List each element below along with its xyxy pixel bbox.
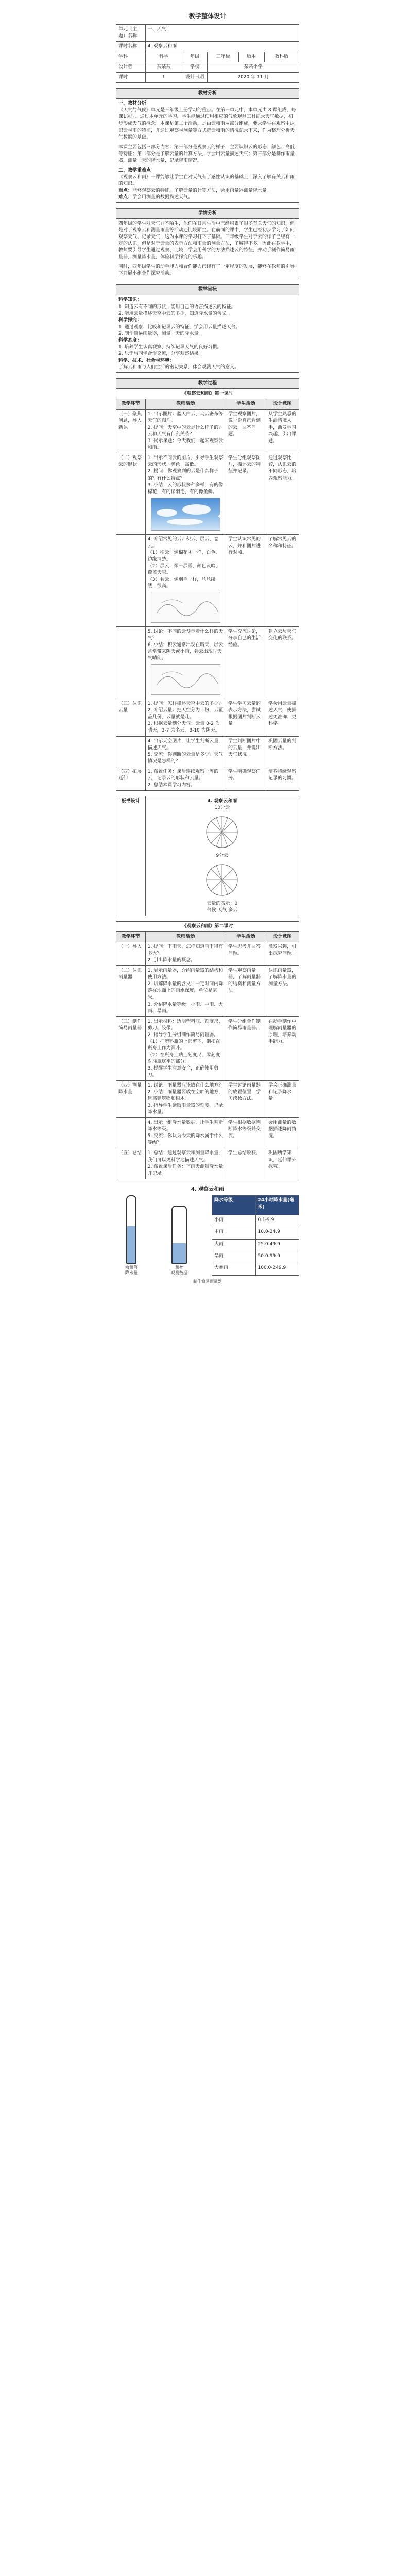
student-section bbox=[116, 208, 299, 279]
board1-title: 4. 观察云和雨 bbox=[207, 798, 237, 804]
version-label: 版本 bbox=[238, 52, 264, 62]
subject-label: 学科 bbox=[116, 52, 146, 62]
lesson2-intent: 会用测量的数据描述降雨情况。 bbox=[266, 1118, 299, 1148]
board1-label: 板书设计 bbox=[116, 796, 146, 916]
lesson2-student: 学生思考并回答问题。 bbox=[226, 942, 266, 966]
lesson1-teacher: 4. 介绍常见的云：积云、层云、卷云。 （1）积云：像棉花团一样，白色，边缘清楚。 （2）层云：像一层雾，颜色灰暗，覆盖天空。 （3）卷云：像羽毛一样，丝丝缕缕，很高。 bbox=[145, 534, 226, 626]
lesson1-teacher: 1. 布置任务：课后连续观察一周的云，记录云的形状和云量。 2. 总结本课学习内容。 bbox=[145, 767, 226, 790]
lesson1-teacher: 1. 提问：怎样描述天空中云的多少？ 2. 介绍云量：把天空分为十份，云覆盖几份，云量就是几。 3. 根据云量划分天气：云量 0-2 为晴天，3-7 为多云，8-10 为阴天。 bbox=[145, 699, 226, 736]
lesson-label: 课时名称 bbox=[116, 42, 146, 52]
col-intent-2: 设计意图 bbox=[266, 932, 299, 942]
rain-level-table bbox=[212, 1195, 299, 1276]
lesson2-teacher: 1. 讨论：雨量器应该放在什么地方？ 2. 小结：雨量器要放在空旷的地方，远离建筑物和树木。 3. 指导学生读取雨量器的刻度，记录降水量。 bbox=[145, 1081, 226, 1118]
lesson1-teacher: 1. 出示不同云的图片，引导学生观察云的形状、颜色、高低。 2. 提问：你观察到的云是什么样子的？有什么特点？ 3. 小结：云的形状多种多样，有的像棉花，有的像羽毛，有的像鱼鳞。 bbox=[145, 453, 226, 534]
lesson1-intent: 通过观察比较，认识云的不同形态，培养观察能力。 bbox=[266, 453, 299, 534]
level-range: 100.0-249.9 bbox=[255, 1263, 299, 1275]
lesson2-stage: （一）导入 bbox=[116, 942, 146, 966]
level-range: 10.0-24.9 bbox=[255, 1227, 299, 1239]
process-section bbox=[116, 378, 299, 791]
document-page bbox=[116, 0, 299, 1284]
goal-attitude: 1. 培养学生认真观察、持续记录天气的良好习惯。 2. 乐于与同伴合作交流，分享观察结果。 bbox=[118, 344, 222, 357]
lesson2-intent: 激发兴趣，引出探究问题。 bbox=[266, 942, 299, 966]
lesson2-student: 学生分组合作制作简易雨量器。 bbox=[226, 1016, 266, 1080]
goals-section bbox=[116, 284, 299, 373]
textbook-p2: 本课主要包括三部分内容：第一部分是观察云的样子，主要认识云的形态、颜色、高低等特征；第二部分是了解云量的计算方法，学会用云量描述天气；第三部分是制作雨量器，测量一天的降水量，记录降雨情况。 bbox=[118, 144, 295, 163]
lesson2-stage: （三）制作简易雨量器 bbox=[116, 1016, 146, 1080]
grade-value: 三年级 bbox=[208, 52, 238, 62]
lesson2-stage: （四）测量降水量 bbox=[116, 1081, 146, 1118]
student-heading: 学情分析 bbox=[116, 208, 299, 218]
school-label: 学校 bbox=[182, 62, 208, 73]
lesson1-student: 学生交流讨论，分享自己的生活经验。 bbox=[226, 627, 266, 699]
lesson2-student: 学生总结收获。 bbox=[226, 1148, 266, 1179]
lesson1-student: 学生明确观察任务。 bbox=[226, 767, 266, 790]
period-value: 1 bbox=[145, 73, 182, 83]
lesson2-row bbox=[116, 1081, 299, 1118]
board2-title: 4. 观察云和雨 bbox=[191, 1186, 225, 1192]
level-range: 25.0-49.9 bbox=[255, 1239, 299, 1251]
level-name: 大暴雨 bbox=[212, 1263, 256, 1275]
lesson1-intent: 学会用云量描述天气，使描述更准确、更科学。 bbox=[266, 699, 299, 736]
textbook-heading: 教材分析 bbox=[116, 89, 299, 99]
period-label: 课时 bbox=[116, 73, 146, 83]
lesson1-student: 学生学习云量的表示方法，尝试根据图片判断云量。 bbox=[226, 699, 266, 736]
level-header-1: 24小时降水量(毫米) bbox=[255, 1195, 299, 1215]
board2-footer: 制作简易雨量器 bbox=[193, 1279, 222, 1284]
lesson1-stage: （四）拓展延伸 bbox=[116, 767, 146, 790]
lesson1-intent: 建立云与天气变化的联系。 bbox=[266, 627, 299, 699]
lesson2-intent: 认识雨量器，了解降水量的测量方法。 bbox=[266, 966, 299, 1016]
date-value: 2020 年 11 月 bbox=[208, 73, 299, 83]
board1-line2: 气候 天气 多云 bbox=[207, 908, 238, 913]
designer-label: 设计者 bbox=[116, 62, 146, 73]
rain-gauge-b-caption: 观测数据 bbox=[171, 1270, 187, 1275]
lesson1-student: 学生认识常见的云，并和图片进行对照。 bbox=[226, 534, 266, 626]
subject-value: 科学 bbox=[145, 52, 182, 62]
goal-inquiry-label: 科学探究： bbox=[118, 317, 142, 323]
lesson2-row bbox=[116, 1016, 299, 1080]
col-teacher: 教师活动 bbox=[145, 399, 226, 410]
level-row bbox=[212, 1227, 299, 1239]
cloud-sketch bbox=[151, 592, 220, 623]
lesson2-row bbox=[116, 966, 299, 1016]
student-p1: 四年级的学生对天气并不陌生，他们在日常生活中已经积累了很多有关天气的知识，但是对于观察云和测量雨量等活动还比较陌生。在前面的课中，学生已经初步学习了如何观察天气、记录天气，这为本课的学习打下了基础。三年级学生对于云的样子已经有一定的认识，但是对于云量的表示方法和雨量的测量方法，了解得不多。因此在教学中，教师要引导学生通过观察、比较，学会用科学的方法描述云的特征，并动手制作简易雨量器，测量降水量，体验科学探究的乐趣。 bbox=[118, 221, 295, 260]
lesson1-teacher: 1. 出示图片：蓝天白云、乌云密布等天气的图片。 2. 提问：天空中的云是什么样子的？云和天气有什么关系？ 3. 揭示课题：今天我们一起来观察云和雨。 bbox=[145, 410, 226, 453]
lesson2-student: 学生根据数据判断降水等级并交流。 bbox=[226, 1118, 266, 1148]
lesson1-intent: 从学生熟悉的生活情境入手，激发学习兴趣，引出课题。 bbox=[266, 410, 299, 453]
level-row bbox=[212, 1251, 299, 1263]
lesson2-student: 学生观察雨量器，了解雨量器的结构和测量方法。 bbox=[226, 966, 266, 1016]
lesson1-student: 学生判断图片中的云量，并说出天气状况。 bbox=[226, 736, 266, 767]
process2-section bbox=[116, 921, 299, 1179]
lesson1-intent: 了解常见云的名称和特征。 bbox=[266, 534, 299, 626]
col-teacher-2: 教师活动 bbox=[145, 932, 226, 942]
rain-gauge-a-label: 雨量筒 bbox=[125, 1264, 138, 1269]
lesson1-teacher: 5. 讨论：不同的云预示着什么样的天气？ 6. 小结：积云通常出现在晴天，层云常常带来阴天或小雨，卷云出现时天气晴朗。 bbox=[145, 627, 226, 699]
cloud-diagram-a bbox=[183, 805, 261, 853]
lesson2-stage: （五）总结 bbox=[116, 1148, 146, 1179]
lesson1-stage bbox=[116, 627, 146, 699]
goal-knowledge-label: 科学知识： bbox=[118, 297, 142, 303]
lesson1-row bbox=[116, 453, 299, 534]
sky-cloud-photo bbox=[151, 498, 220, 531]
lesson1-row bbox=[116, 627, 299, 699]
textbook-p3: 《观察云和雨》一课能够让学生在对天气有了感性认识的基础上，深入了解有关云和雨的知识。 bbox=[118, 174, 295, 187]
lesson2-stage bbox=[116, 1118, 146, 1148]
rain-gauge-b-label: 量杯 bbox=[175, 1264, 183, 1269]
rain-gauge-b bbox=[164, 1195, 195, 1276]
level-row bbox=[212, 1239, 299, 1251]
goals-heading: 教学目标 bbox=[116, 285, 299, 295]
student-p2: 同时，四年级学生的动手能力和合作能力已经有了一定程度的发展，能够在教师的引导下开展小组合作探究活动。 bbox=[118, 264, 295, 277]
textbook-p1-label: 一、教材分析 bbox=[118, 101, 147, 107]
info-table bbox=[116, 24, 299, 83]
lesson1-heading: 《观察云和雨》第一课时 bbox=[116, 389, 299, 399]
goal-knowledge: 1. 知道云有不同的形状，能用自己的语言描述云的特征。 2. 能用云量描述天空中云的多少，知道降水量的含义。 bbox=[118, 304, 236, 316]
lesson2-intent: 在动手制作中理解雨量器的原理，培养动手能力。 bbox=[266, 1016, 299, 1080]
cloud-diagram-b-label: 9分云 bbox=[216, 853, 229, 858]
level-name: 大雨 bbox=[212, 1239, 256, 1251]
lesson2-intent: 学会正确测量和记录降水量。 bbox=[266, 1081, 299, 1118]
lesson2-intent: 巩固所学知识，延伸课外探究。 bbox=[266, 1148, 299, 1179]
lesson1-stage: （三）认识云量 bbox=[116, 699, 146, 736]
textbook-p1: 《天气与气候》单元是三年级上册学习的重点。在第一单元中，本单元由 8 课组成，每课1课时。通过本单元的学习，学生能通过使用相应的气象观测工具记录天气数据，初步形成天气的概念。本课是第二个活动，是由云和雨两部分组成，要求学生在观察中认识云与雨的特征，并通过观察与测量等方式把云和雨的情况记录下来，作为整理分析天气数据的基础。 bbox=[118, 108, 296, 140]
lesson2-student: 学生讨论雨量器的放置位置，学习读数方法。 bbox=[226, 1081, 266, 1118]
lesson2-teacher: 4. 出示一组降水量数据，让学生判断降水等级。 5. 交流：你认为今天的降水属于什么等级？ bbox=[145, 1118, 226, 1148]
lesson2-row bbox=[116, 1148, 299, 1179]
difficulty: 学会用测量的数据描述天气。 bbox=[132, 194, 193, 200]
lesson1-student: 学生分组观察图片，描述云的特征并记录。 bbox=[226, 453, 266, 534]
rain-gauge-a bbox=[116, 1195, 147, 1276]
lesson1-teacher: 4. 出示天空图片，让学生判断云量，描述天气。 5. 交流：你判断的云量是多少？天气情况是怎样的？ bbox=[145, 736, 226, 767]
lesson2-row bbox=[116, 1118, 299, 1148]
process-heading: 教学过程 bbox=[116, 378, 299, 388]
document-title: 教学整体设计 bbox=[188, 12, 226, 20]
goal-stse-label: 科学、技术、社会与环境： bbox=[118, 358, 175, 363]
level-row bbox=[212, 1263, 299, 1275]
lesson1-row bbox=[116, 410, 299, 453]
cloud-diagram-b bbox=[183, 853, 261, 901]
textbook-section bbox=[116, 88, 299, 203]
level-name: 暴雨 bbox=[212, 1251, 256, 1263]
goal-stse: 了解云和雨与人们生活的密切关系，体会观测天气的意义。 bbox=[118, 364, 239, 370]
grade-label: 年级 bbox=[182, 52, 208, 62]
designer-value: 某某某 bbox=[145, 62, 182, 73]
lesson1-stage: （一）聚焦问题，导入新课 bbox=[116, 410, 146, 453]
lesson1-stage bbox=[116, 736, 146, 767]
lesson1-row bbox=[116, 736, 299, 767]
board1-section bbox=[116, 796, 299, 916]
level-name: 小雨 bbox=[212, 1215, 256, 1227]
difficulty-label: 难点： bbox=[118, 194, 133, 200]
col-student: 学生活动 bbox=[226, 399, 266, 410]
col-student-2: 学生活动 bbox=[226, 932, 266, 942]
board1-line1: 云量的表示：0 bbox=[207, 901, 238, 906]
lesson1-stage bbox=[116, 534, 146, 626]
version-value: 教科版 bbox=[264, 52, 299, 62]
col-stage-2: 教学环节 bbox=[116, 932, 146, 942]
lesson1-stage: （二）观察云的形状 bbox=[116, 453, 146, 534]
goal-attitude-label: 科学态度： bbox=[118, 337, 142, 343]
col-intent: 设计意图 bbox=[266, 399, 299, 410]
cloud-sketch bbox=[151, 664, 220, 695]
lesson-value: 4. 观察云和雨 bbox=[145, 42, 299, 52]
lesson2-teacher: 1. 提问：下雨天，怎样知道雨下得有多大？ 2. 引出降水量的概念。 bbox=[145, 942, 226, 966]
key-point-label: 重点： bbox=[118, 188, 133, 193]
board2-section bbox=[116, 1184, 299, 1284]
level-header-0: 降水等级 bbox=[212, 1195, 256, 1215]
date-label: 设计日期 bbox=[182, 73, 208, 83]
goal-inquiry: 1. 通过观察、比较和记录云的特征，学会用云量描述天气。 2. 制作简易雨量器，测量一天的降水量。 bbox=[118, 324, 241, 336]
rain-gauge-a-caption: 降水量 bbox=[125, 1270, 138, 1275]
school-value: 某某小学 bbox=[208, 62, 299, 73]
col-stage: 教学环节 bbox=[116, 399, 146, 410]
level-range: 50.0-99.9 bbox=[255, 1251, 299, 1263]
lesson2-teacher: 1. 展示雨量器，介绍雨量器的结构和使用方法。 2. 讲解降水量的含义：一定时间内降落在地面上的雨水深度，单位是毫米。 3. 介绍降水量等级：小雨、中雨、大雨、暴雨。 bbox=[145, 966, 226, 1016]
lesson1-row bbox=[116, 699, 299, 736]
level-row bbox=[212, 1215, 299, 1227]
unit-value: 一、天气 bbox=[145, 25, 299, 42]
lesson1-row bbox=[116, 534, 299, 626]
lesson1-student: 学生观察图片，说一说自己看到的云，回答问题。 bbox=[226, 410, 266, 453]
lesson2-stage: （二）认识雨量器 bbox=[116, 966, 146, 1016]
lesson2-row bbox=[116, 942, 299, 966]
lesson2-teacher: 1. 出示材料：透明塑料瓶、刻度尺、剪刀、胶带。 2. 指导学生分组制作简易雨量器。 （1）把塑料瓶的上部剪下，倒扣在瓶身上作为漏斗。 （2）在瓶身上贴上刻度尺，零刻度对准瓶底平的部分。 3. 提醒学生注意安全，正确使用剪刀。 bbox=[145, 1016, 226, 1080]
textbook-p3-label: 二、教学重难点 bbox=[118, 167, 151, 173]
key-point: 能够观察云的特征，了解云量的计算方法，会用雨量器测量降水量。 bbox=[132, 188, 272, 193]
lesson2-teacher: 1. 总结：通过观察云和测量降水量，我们可以更科学地描述天气。 2. 布置课后任务：下雨天测量降水量并记录。 bbox=[145, 1148, 226, 1179]
level-name: 中雨 bbox=[212, 1227, 256, 1239]
lesson1-intent: 培养持续观察记录的习惯。 bbox=[266, 767, 299, 790]
lesson1-row bbox=[116, 767, 299, 790]
lesson2-heading: 《观察云和雨》第二课时 bbox=[116, 922, 299, 932]
cloud-diagram-a-label: 10分云 bbox=[214, 805, 230, 810]
lesson1-intent: 巩固云量的判断方法。 bbox=[266, 736, 299, 767]
unit-label: 单元（主题）名称 bbox=[116, 25, 146, 42]
level-range: 0.1-9.9 bbox=[255, 1215, 299, 1227]
